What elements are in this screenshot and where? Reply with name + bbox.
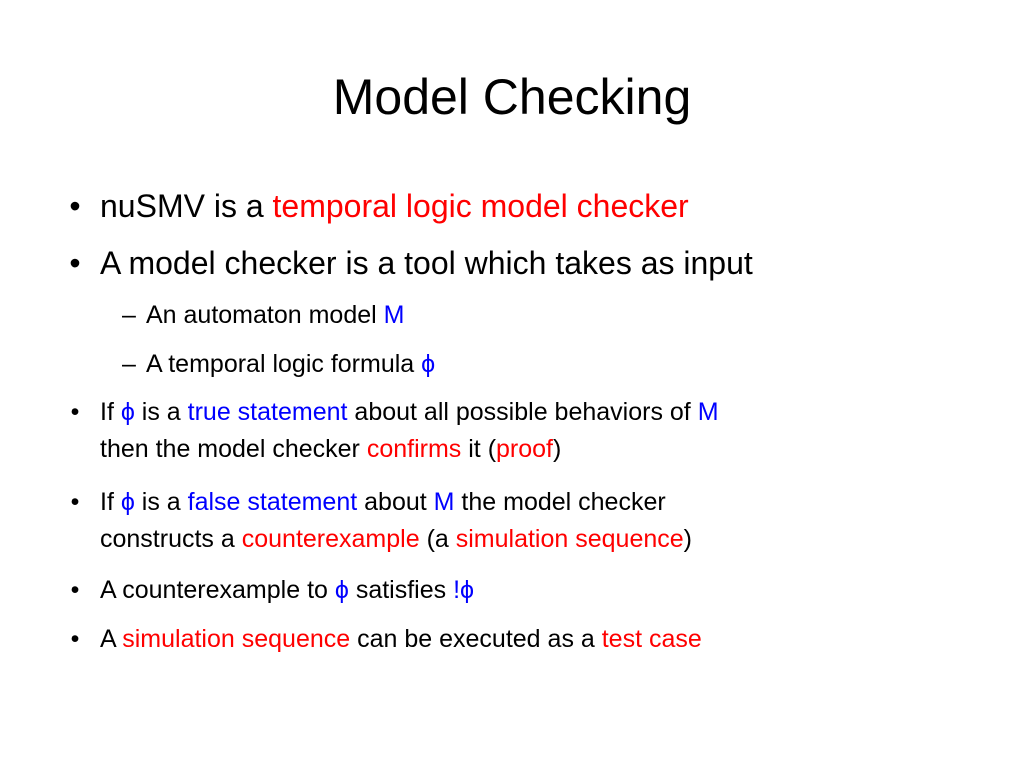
bullet-text: A counterexample to [100, 576, 335, 604]
bullet-text: about [357, 488, 434, 516]
highlight-text: M [383, 301, 405, 329]
bullet-text: then the model checker [100, 435, 367, 463]
bullet-text: the model checker [454, 488, 666, 516]
bullet-line [100, 394, 719, 431]
highlight-text: confirms [366, 435, 462, 463]
bullet-marker: • [70, 625, 80, 653]
bullet-line [100, 484, 692, 521]
bullet-text: about all possible behaviors of [347, 398, 698, 426]
highlight-text: ϕ [120, 398, 135, 426]
bullet-text: is a [134, 398, 188, 426]
bullet-item [70, 572, 475, 609]
highlight-text: M [433, 488, 455, 516]
highlight-text: proof [496, 435, 553, 463]
bullet-text: A [100, 625, 123, 653]
highlight-text: ϕ [421, 350, 436, 378]
bullet-text: it ( [461, 435, 497, 463]
bullet-line [100, 521, 692, 558]
bullet-text: satisfies [348, 576, 454, 604]
bullet-text: ) [683, 525, 692, 553]
bullet-text: (a [419, 525, 456, 553]
bullet-marker: • [69, 245, 81, 281]
highlight-text: !ϕ [453, 576, 475, 604]
bullet-marker: • [70, 488, 80, 516]
highlight-text: simulation sequence [455, 525, 684, 553]
highlight-text: M [697, 398, 719, 426]
dash-marker: – [122, 350, 136, 378]
dash-marker: – [122, 301, 136, 329]
bullet-text: An automaton model [146, 301, 384, 329]
bullet-marker: • [70, 398, 80, 426]
bullet-marker: • [70, 576, 80, 604]
highlight-text: ϕ [120, 488, 135, 516]
bullet-line [100, 431, 719, 468]
bullet-item [70, 394, 719, 468]
bullet-marker: • [69, 188, 81, 224]
highlight-text: test case [601, 625, 702, 653]
bullet-item [69, 243, 753, 283]
sub-bullet-item [122, 347, 436, 381]
bullet-text: is a [134, 488, 188, 516]
bullet-text: If [100, 398, 121, 426]
bullet-item [70, 621, 702, 658]
bullet-text: ) [553, 435, 562, 463]
bullet-item [69, 186, 689, 226]
sub-bullet-item [122, 298, 405, 332]
bullet-text: If [100, 488, 121, 516]
bullet-text: A temporal logic formula [146, 350, 422, 378]
bullet-text: constructs a [100, 525, 242, 553]
highlight-text: false statement [187, 488, 358, 516]
bullet-text: can be executed as a [350, 625, 602, 653]
highlight-text: ϕ [334, 576, 349, 604]
highlight-text: counterexample [241, 525, 420, 553]
highlight-text: true statement [187, 398, 348, 426]
bullet-item [70, 484, 692, 558]
highlight-text: simulation sequence [122, 625, 351, 653]
slide-title: Model Checking [332, 69, 692, 125]
bullet-text: A model checker is a tool which takes as input [100, 245, 753, 281]
bullet-text: nuSMV is a [100, 188, 273, 224]
highlight-text: temporal logic model checker [272, 188, 689, 224]
